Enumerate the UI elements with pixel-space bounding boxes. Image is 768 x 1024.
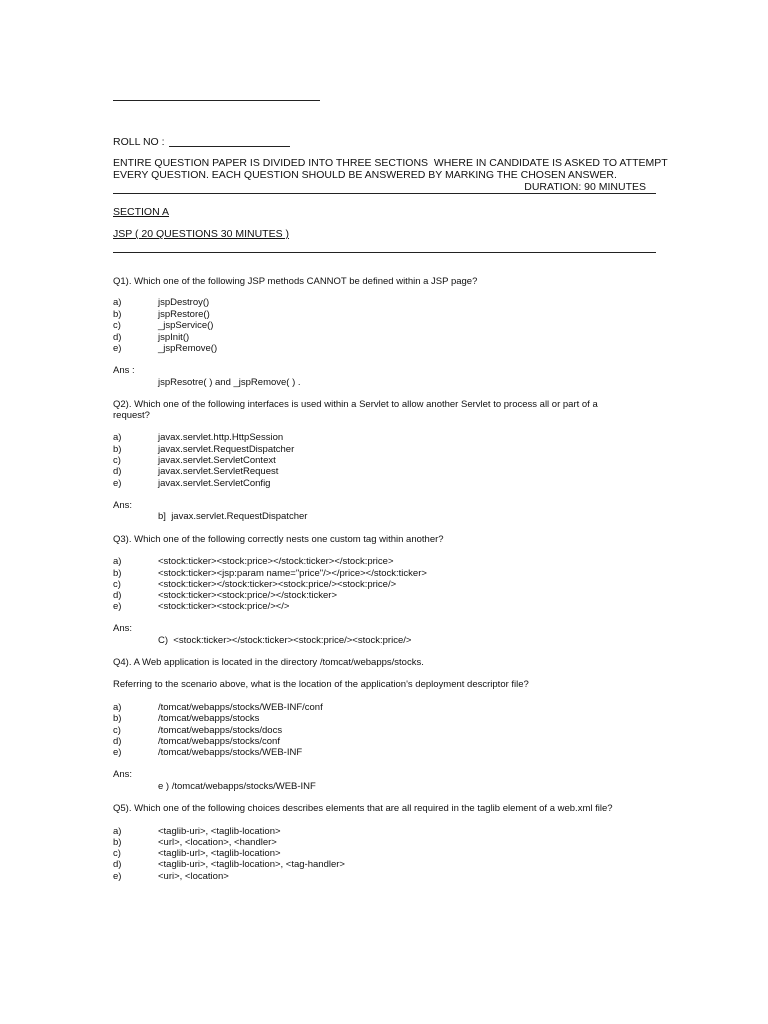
option-key: c) [113, 848, 121, 859]
name-blank-line [113, 100, 320, 101]
option-key: c) [113, 579, 121, 590]
option-text: /tomcat/webapps/stocks [158, 713, 260, 724]
answer-text: e ) /tomcat/webapps/stocks/WEB-INF [158, 781, 316, 792]
question-4-scenario: Referring to the scenario above, what is the location of the application's deployment descriptor file? [113, 679, 529, 690]
answer-text: jspResotre( ) and _jspRemove( ) . [158, 377, 301, 388]
option-key: d) [113, 332, 122, 343]
option-key: d) [113, 466, 122, 477]
option-text: javax.servlet.RequestDispatcher [158, 444, 295, 455]
option-key: a) [113, 432, 122, 443]
instructions-line-1: ENTIRE QUESTION PAPER IS DIVIDED INTO THREE SECTIONS WHERE IN CANDIDATE IS ASKED TO ATTEMPT [113, 157, 668, 169]
answer-label: Ans: [113, 623, 133, 634]
instructions-line-2: EVERY QUESTION. EACH QUESTION SHOULD BE ANSWERED BY MARKING THE CHOSEN ANSWER. [113, 169, 617, 181]
option-text: _jspRemove() [158, 343, 218, 354]
question-4: Q4). A Web application is located in the directory /tomcat/webapps/stocks. [113, 657, 424, 668]
option-key: c) [113, 320, 121, 331]
answer-text: C) <stock:ticker></stock:ticker><stock:price/><stock:price/> [158, 635, 412, 646]
answer-label: Ans : [113, 365, 135, 376]
option-text: <taglib-url>, <taglib-location> [158, 848, 281, 859]
roll-no-label: ROLL NO : [113, 136, 165, 148]
option-text: jspRestore() [158, 309, 210, 320]
option-key: e) [113, 747, 122, 758]
option-text: /tomcat/webapps/stocks/conf [158, 736, 280, 747]
divider [113, 252, 656, 253]
option-text: jspInit() [158, 332, 190, 343]
option-key: e) [113, 343, 122, 354]
answer-label: Ans: [113, 500, 133, 511]
option-text: <uri>, <location> [158, 871, 229, 882]
option-key: a) [113, 556, 122, 567]
option-key: c) [113, 455, 121, 466]
option-text: jspDestroy() [158, 297, 210, 308]
section-title: SECTION A [113, 206, 170, 218]
question-2-continued: request? [113, 410, 150, 421]
option-key: e) [113, 601, 122, 612]
option-key: e) [113, 478, 122, 489]
option-text: <url>, <location>, <handler> [158, 837, 277, 848]
option-text: <taglib-uri>, <taglib-location> [158, 826, 281, 837]
option-text: javax.servlet.http.HttpSession [158, 432, 284, 443]
option-key: b) [113, 713, 122, 724]
option-text: javax.servlet.ServletRequest [158, 466, 279, 477]
option-key: e) [113, 871, 122, 882]
option-key: c) [113, 725, 121, 736]
option-text: javax.servlet.ServletContext [158, 455, 276, 466]
option-text: <stock:ticker><stock:price/></stock:ticker> [158, 590, 337, 601]
answer-text: b] javax.servlet.RequestDispatcher [158, 511, 308, 522]
option-text: <stock:ticker><stock:price/></> [158, 601, 290, 612]
question-3: Q3). Which one of the following correctly nests one custom tag within another? [113, 534, 444, 545]
option-key: b) [113, 568, 122, 579]
divider [113, 193, 656, 194]
answer-label: Ans: [113, 769, 133, 780]
option-text: <taglib-uri>, <taglib-location>, <tag-handler> [158, 859, 345, 870]
option-text: javax.servlet.ServletConfig [158, 478, 271, 489]
question-5: Q5). Which one of the following choices describes elements that are all required in the taglib element of a web.xml file? [113, 803, 613, 814]
question-1: Q1). Which one of the following JSP methods CANNOT be defined within a JSP page? [113, 276, 478, 287]
subject-title: JSP ( 20 QUESTIONS 30 MINUTES ) [113, 228, 290, 240]
option-key: a) [113, 702, 122, 713]
option-text: <stock:ticker></stock:ticker><stock:price/><stock:price/> [158, 579, 397, 590]
question-2: Q2). Which one of the following interfaces is used within a Servlet to allow another Servlet to process all or part of a [113, 399, 598, 410]
option-key: b) [113, 837, 122, 848]
option-text: /tomcat/webapps/stocks/WEB-INF/conf [158, 702, 323, 713]
option-text: <stock:ticker><jsp:param name="price"/></price></stock:ticker> [158, 568, 427, 579]
duration: DURATION: 90 MINUTES [524, 181, 646, 193]
option-key: d) [113, 590, 122, 601]
option-key: b) [113, 444, 122, 455]
option-key: a) [113, 826, 122, 837]
option-text: _jspService() [158, 320, 214, 331]
roll-no-blank-line [169, 146, 290, 147]
option-key: d) [113, 736, 122, 747]
option-key: a) [113, 297, 122, 308]
option-text: /tomcat/webapps/stocks/docs [158, 725, 283, 736]
option-key: d) [113, 859, 122, 870]
option-key: b) [113, 309, 122, 320]
option-text: <stock:ticker><stock:price></stock:ticker></stock:price> [158, 556, 394, 567]
option-text: /tomcat/webapps/stocks/WEB-INF [158, 747, 303, 758]
